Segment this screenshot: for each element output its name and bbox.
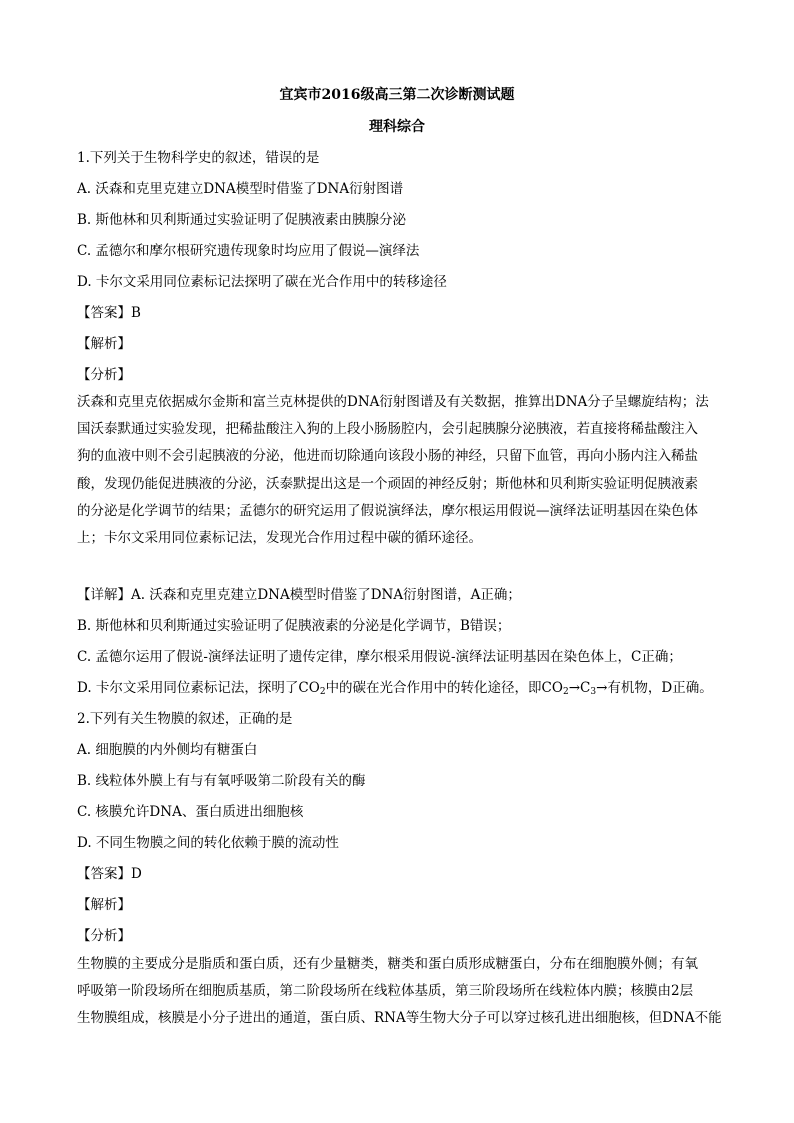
detail-d-text: D. 卡尔文采用同位素标记法，探明了CO: [77, 680, 320, 696]
detail-d-text: →有机物，D正确。: [596, 680, 713, 696]
detail-d-text: →C: [568, 680, 591, 696]
subscript: 2: [319, 687, 326, 697]
question-2-option-c: C. 核膜允许DNA、蛋白质进出细胞核: [77, 804, 304, 820]
question-2-fenxi-label: 【分析】: [77, 928, 131, 944]
fenxi-line: 国沃泰默通过实验发现，把稀盐酸注入狗的上段小肠肠腔内，会引起胰腺分泌胰液，若直接将稀盐酸注入: [77, 421, 698, 438]
fenxi-line: 生物膜组成，核膜是小分子进出的通道，蛋白质、RNA等生物大分子可以穿过核孔进出细胞核，但DNA不能: [77, 1010, 722, 1027]
question-1-detail-b: B. 斯他林和贝利斯通过实验证明了促胰液素的分泌是化学调节，B错误；: [77, 618, 511, 634]
fenxi-line: 上；卡尔文采用同位素标记法，发现光合作用过程中碳的循环途径。: [77, 530, 482, 547]
fenxi-line: 呼吸第一阶段场所在细胞质基质，第二阶段场所在线粒体基质，第三阶段场所在线粒体内膜；核膜由2层: [77, 983, 694, 1000]
fenxi-line: 酸，发现仍能促进胰液的分泌，沃泰默提出这是一个顽固的神经反射；斯他林和贝利斯实验证明促胰液素: [77, 475, 698, 492]
document-subtitle: 理科综合: [369, 119, 425, 135]
question-1-option-b: B. 斯他林和贝利斯通过实验证明了促胰液素由胰腺分泌: [77, 212, 407, 228]
document-title: 宜宾市2016级高三第二次诊断测试题: [279, 87, 515, 103]
question-1-option-a: A. 沃森和克里克建立DNA模型时借鉴了DNA衍射图谱: [77, 181, 404, 197]
subscript: 2: [562, 687, 569, 697]
question-2-analysis-label: 【解析】: [77, 897, 131, 913]
question-2-option-d: D. 不同生物膜之间的转化依赖于膜的流动性: [77, 835, 339, 851]
question-1-fenxi-paragraph: [77, 389, 723, 552]
question-1-fenxi-label: 【分析】: [77, 367, 131, 383]
question-1-option-c: C. 孟德尔和摩尔根研究遗传现象时均应用了假说—演绎法: [77, 243, 420, 259]
fenxi-line: 狗的血液中则不会引起胰液的分泌，他进而切除通向该段小肠的神经，只留下血管，再向小肠内注入稀盐: [77, 448, 698, 465]
question-2-option-a: A. 细胞膜的内外侧均有糖蛋白: [77, 742, 258, 758]
question-2-option-b: B. 线粒体外膜上有与有氧呼吸第二阶段有关的酶: [77, 773, 366, 789]
question-2-fenxi-paragraph: [77, 951, 723, 1033]
question-1-stem: 1.下列关于生物科学史的叙述，错误的是: [77, 150, 320, 166]
fenxi-line: 生物膜的主要成分是脂质和蛋白质，还有少量糖类，糖类和蛋白质形成糖蛋白，分布在细胞膜外侧；有氧: [77, 956, 698, 972]
question-1-detail-d: [77, 676, 713, 697]
question-1-analysis-label: 【解析】: [77, 336, 131, 352]
detail-d-text: 中的碳在光合作用中的转化途径，即CO: [325, 680, 563, 696]
subscript: 3: [590, 687, 597, 697]
question-1-detail-c: C. 孟德尔运用了假说-演绎法证明了遗传定律，摩尔根采用假说-演绎法证明基因在染色体上，C正确；: [77, 649, 682, 665]
question-1-detail-a: 【详解】A. 沃森和克里克建立DNA模型时借鉴了DNA衍射图谱，A正确；: [77, 587, 521, 603]
question-2-answer: 【答案】D: [77, 866, 142, 882]
question-2-stem: 2.下列有关生物膜的叙述，正确的是: [77, 711, 293, 727]
question-1-option-d: D. 卡尔文采用同位素标记法探明了碳在光合作用中的转移途径: [77, 274, 447, 290]
fenxi-line: 沃森和克里克依据威尔金斯和富兰克林提供的DNA衍射图谱及有关数据，推算出DNA分子呈螺旋结构；法: [77, 394, 709, 410]
question-1-answer: 【答案】B: [77, 305, 141, 321]
fenxi-line: 的分泌是化学调节的结果；孟德尔的研究运用了假说演绎法，摩尔根运用假说—演绎法证明基因在染色体: [77, 502, 698, 519]
